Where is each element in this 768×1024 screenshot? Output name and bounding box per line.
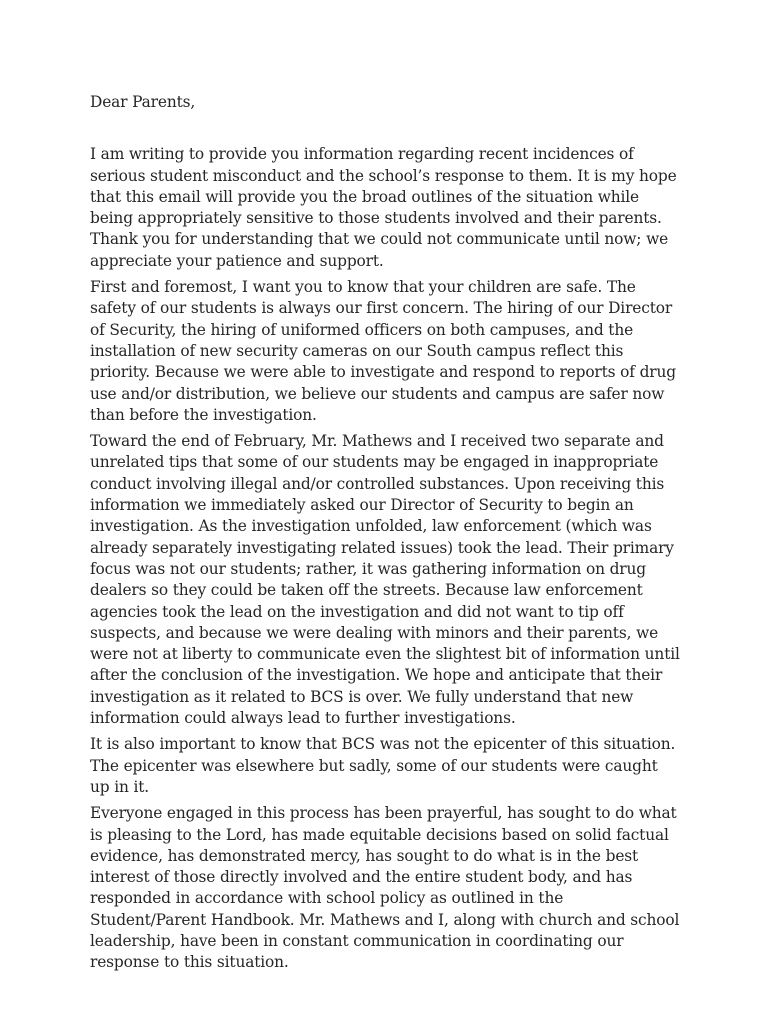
salutation: Dear Parents, [90,93,196,111]
letter-body [90,92,680,979]
paragraph-process: Everyone engaged in this process has been prayerful, has sought to do what is pleasing to the Lord, has made equitable decisions based on solid factual evidence, has demonstrated mercy, has sought to do what is in the best interest of those directly involved and the entire student body, and has responded in accordance with school policy as outlined in the Student/Parent Handbook. Mr. Mathews and I, along with church and school leadership, have been in constant communication in coordinating our response to this situation. [90,804,680,972]
paragraph-intro: I am writing to provide you information regarding recent incidences of serious student misconduct and the school’s response to them. It is my hope that this email will provide you the broad outlines of the situation while being appropriately sensitive to those students involved and their parents. Thank you for understanding that we could not communicate until now; we appreciate your patience and support. [90,145,677,270]
paragraph-investigation: Toward the end of February, Mr. Mathews and I received two separate and unrelated tips that some of our students may be engaged in inappropriate conduct involving illegal and/or controlled substances. Upon receiving this information we immediately asked our Director of Security to begin an investigation. As the investigation unfolded, law enforcement (which was already separately investigating related issues) took the lead. Their primary focus was not our students; rather, it was gathering information on drug dealers so they could be taken off the streets. Because law enforcement agencies took the lead on the investigation and did not want to tip off suspects, and because we were dealing with minors and their parents, we were not at liberty to communicate even the slightest bit of information until after the conclusion of the investigation. We hope and anticipate that their investigation as it related to BCS is over. We fully understand that new information could always lead to further investigations. [90,432,680,728]
paragraph-safety: First and foremost, I want you to know that your children are safe. The safety of our students is always our first concern. The hiring of our Director of Security, the hiring of uniformed officers on both campuses, and the installation of new security cameras on our South campus reflect this priority. Because we were able to investigate and respond to reports of drug use and/or distribution, we believe our students and campus are safer now than before the investigation. [90,278,676,424]
paragraph-epicenter: It is also important to know that BCS was not the epicenter of this situation. The epicenter was elsewhere but sadly, some of our students were caught up in it. [90,735,676,796]
